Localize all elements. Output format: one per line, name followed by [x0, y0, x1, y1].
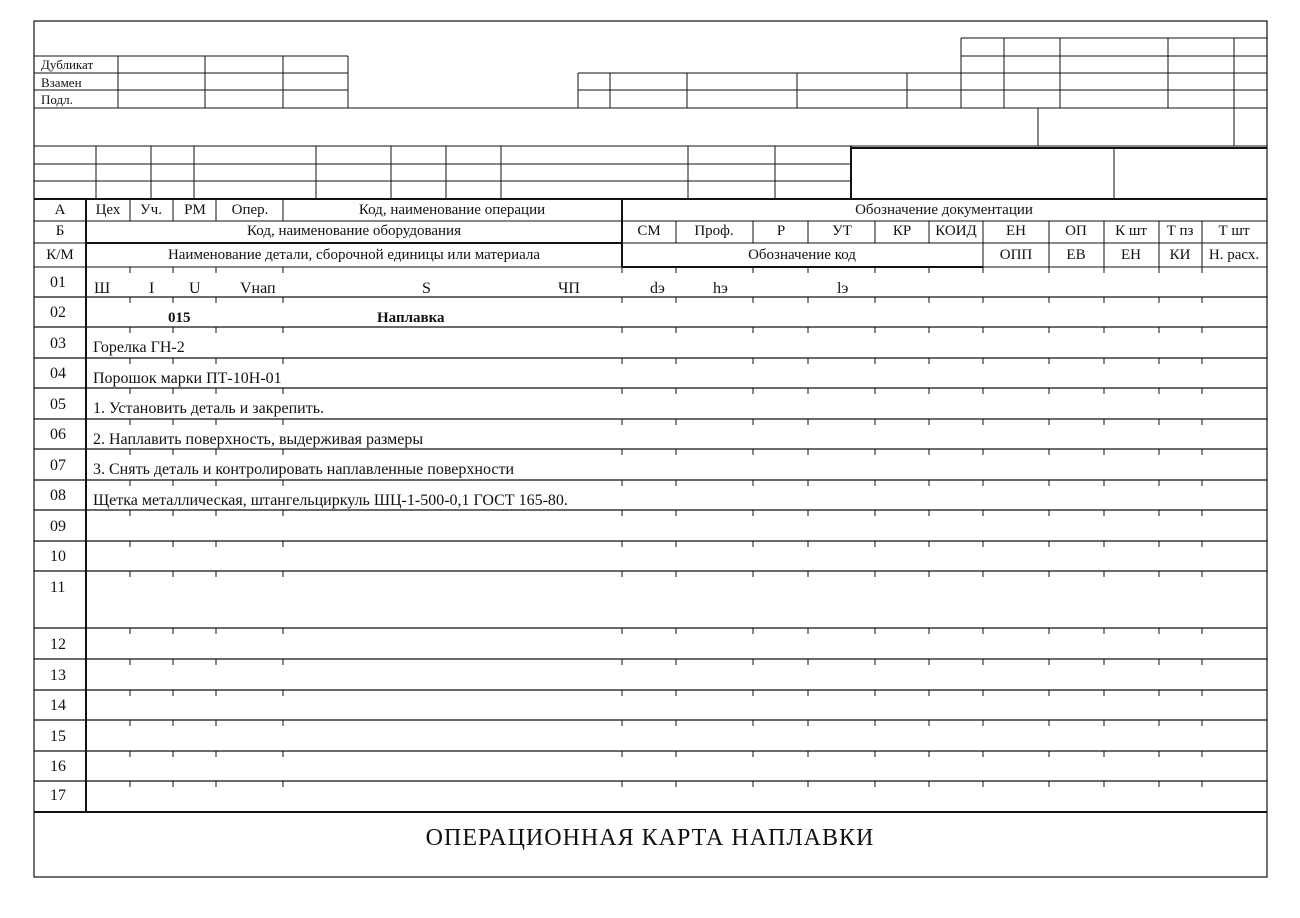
row-number: 02 [50, 304, 66, 321]
row-number: 14 [50, 697, 66, 714]
row-number: 01 [50, 274, 66, 291]
step-1: 1. Установить деталь и закрепить. [93, 400, 324, 417]
header-designation-code: Обозначение код [748, 247, 856, 263]
symbol-current: Ш [94, 280, 111, 297]
symbol-chp: ЧП [558, 280, 580, 297]
header-prof: Проф. [694, 223, 734, 239]
symbol-i: I [149, 280, 155, 297]
header-operation-code: Код, наименование операции [358, 202, 546, 218]
material-powder: Порошок марки ПТ-10Н-01 [93, 370, 282, 387]
symbol-l-e: lэ [837, 280, 849, 297]
form-title: ОПЕРАЦИОННАЯ КАРТА НАПЛАВКИ [425, 825, 875, 851]
row-number: 05 [50, 396, 66, 413]
row-number: 06 [50, 426, 66, 443]
row-number: 15 [50, 728, 66, 745]
row-key-km: К/М [46, 247, 74, 263]
symbol-h-e: hэ [713, 280, 728, 297]
row-number: 07 [50, 457, 66, 474]
header-n-rash: Н. расх. [1208, 247, 1260, 263]
row-number: 17 [50, 787, 66, 804]
header-opp: ОПП [999, 247, 1033, 263]
row-key-b: Б [55, 223, 65, 239]
operation-name: Наплавка [377, 310, 445, 326]
row-number: 16 [50, 758, 66, 775]
symbol-s: S [422, 280, 431, 297]
header-r: Р [776, 223, 786, 239]
row-number: 08 [50, 487, 66, 504]
header-en: ЕН [1006, 223, 1026, 239]
header-operation: Опер. [231, 202, 269, 218]
header-equipment: Код, наименование оборудования [247, 223, 461, 239]
header-en-km: ЕН [1121, 247, 1141, 263]
header-sm: СМ [637, 223, 661, 239]
header-section: Уч. [140, 202, 162, 218]
header-ut: УТ [832, 223, 852, 239]
symbol-u: U [189, 280, 201, 297]
row-number: 11 [50, 579, 66, 596]
step-3: 3. Снять деталь и контролировать наплавленные поверхности [93, 461, 515, 478]
row-number: 12 [50, 636, 66, 653]
row-number: 03 [50, 335, 66, 352]
row-number: 09 [50, 518, 66, 535]
row-number: 04 [50, 365, 66, 382]
header-kr: КР [892, 223, 912, 239]
header-workplace: РМ [184, 202, 206, 218]
header-t-sht: Т шт [1218, 223, 1250, 239]
symbol-d-e: dэ [650, 280, 665, 297]
header-ev: ЕВ [1066, 247, 1086, 263]
duplicate-label: Дубликат [41, 57, 94, 72]
original-label: Подл. [41, 92, 73, 107]
symbol-v-nap: Vнап [240, 280, 276, 297]
header-op: ОП [1065, 223, 1087, 239]
replaces-label: Взамен [41, 75, 82, 90]
header-t-pz: Т пз [1166, 223, 1194, 239]
step-2: 2. Наплавить поверхность, выдерживая размеры [93, 431, 424, 448]
header-koid: КОИД [935, 223, 977, 239]
header-shop: Цех [95, 202, 121, 218]
header-ki: КИ [1169, 247, 1191, 263]
row-number: 10 [50, 548, 66, 565]
equipment-torch: Горелка ГН-2 [93, 339, 185, 356]
header-documentation: Обозначение документации [855, 202, 1033, 218]
operation-number: 015 [168, 310, 191, 326]
row-number: 13 [50, 667, 66, 684]
header-k-sht: К шт [1115, 223, 1147, 239]
row-key-a: А [54, 202, 66, 218]
tools: Щетка металлическая, штангельциркуль ШЦ-1-500-0,1 ГОСТ 165-80. [93, 492, 568, 509]
header-detail-name: Наименование детали, сборочной единицы или материала [167, 247, 541, 263]
